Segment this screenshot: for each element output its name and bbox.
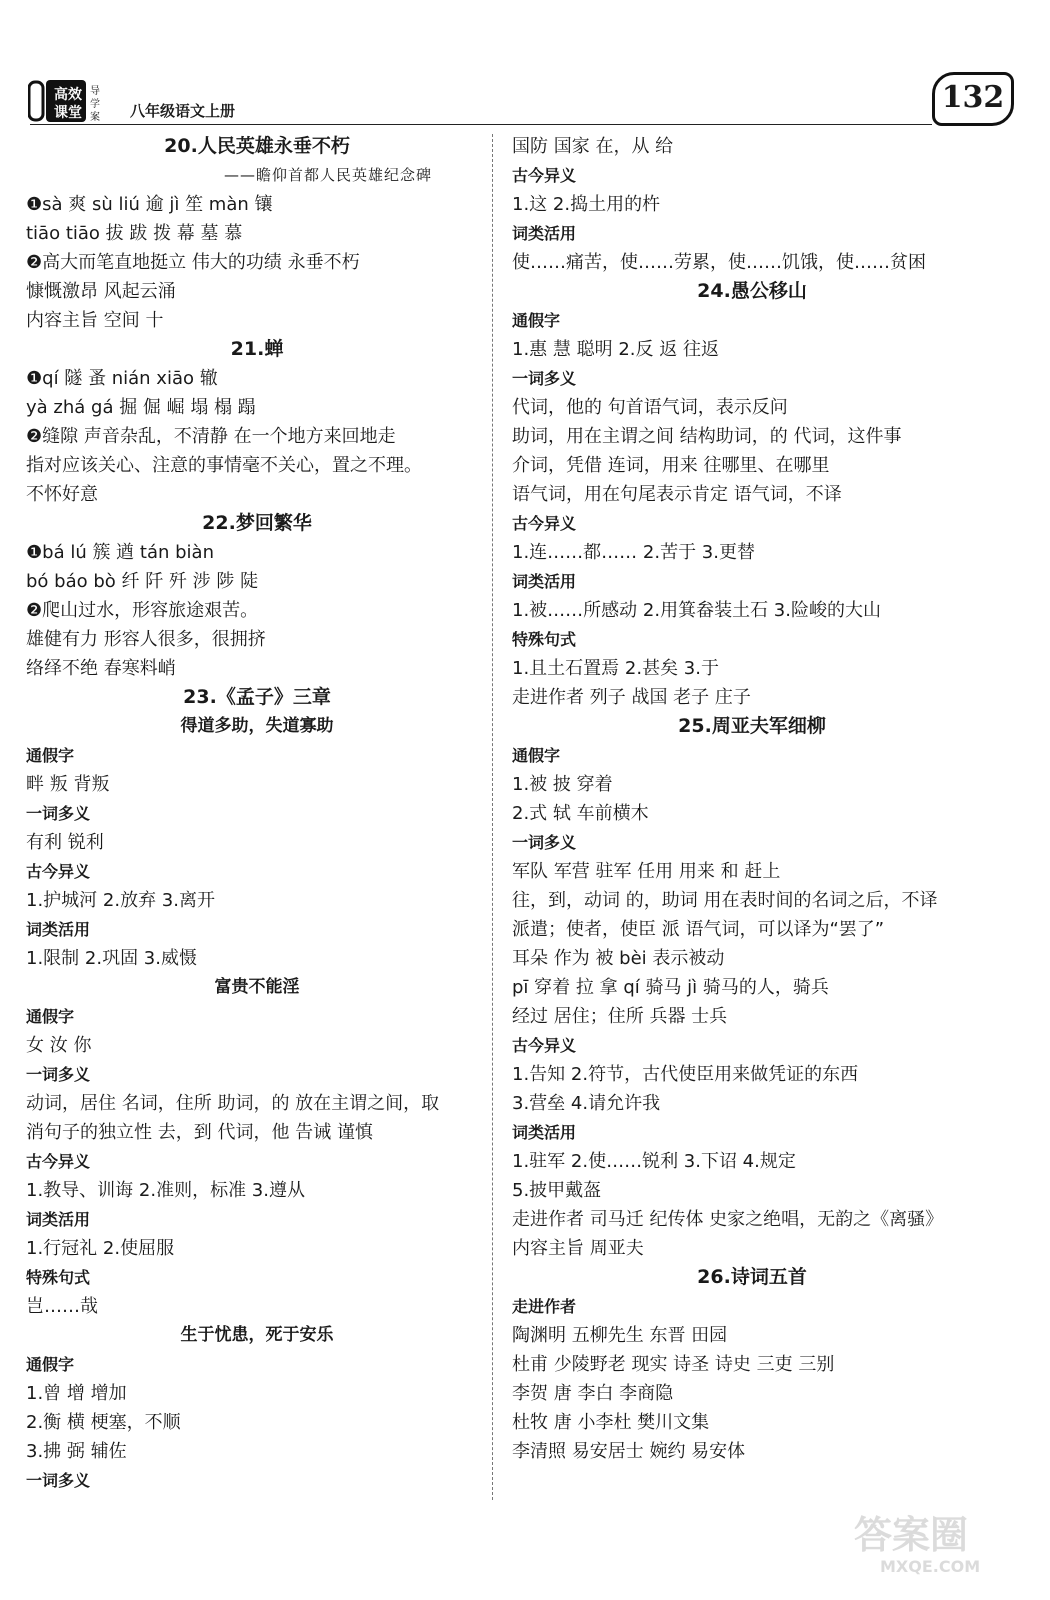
text-line: 有利 锐利 bbox=[26, 832, 104, 853]
section-title: 25.周亚夫军细柳 bbox=[678, 715, 826, 737]
text-line: 1.连……都…… 2.苦于 3.更替 bbox=[512, 542, 755, 563]
section-title: 富贵不能淫 bbox=[214, 977, 300, 997]
page-number: 132 bbox=[932, 72, 1014, 126]
text-line: yà zhá gá 掘 倔 崛 塌 榻 蹋 bbox=[26, 397, 256, 418]
section-label: 词类活用 bbox=[26, 920, 91, 939]
text-line: ❶sà 爽 sù liú 逾 jì 笙 màn 镶 bbox=[26, 194, 273, 215]
text-line: ❷高大而笔直地挺立 伟大的功绩 永垂不朽 bbox=[26, 252, 360, 273]
text-line: 2.式 轼 车前横木 bbox=[512, 803, 649, 824]
text-line: 国防 国家 在，从 给 bbox=[512, 136, 674, 157]
watermark-text: 答案圈 bbox=[854, 1513, 969, 1557]
text-line: 走进作者 列子 战国 老子 庄子 bbox=[512, 687, 751, 708]
text-line: bó báo bò 纤 阡 歼 涉 陟 陡 bbox=[26, 571, 259, 592]
text-line: 1.惠 慧 聪明 2.反 返 往返 bbox=[512, 339, 719, 360]
right-column bbox=[512, 132, 992, 1466]
svg-text:导: 导 bbox=[90, 86, 100, 97]
page-header bbox=[22, 72, 1032, 132]
text-line: 语气词，用在句尾表示肯定 语气词，不译 bbox=[512, 484, 842, 505]
text-line: 助词，用在主谓之间 结构助词，的 代词，这件事 bbox=[512, 426, 902, 447]
text-line: 代词，他的 句首语气词，表示反问 bbox=[512, 397, 788, 418]
text-line: ❷缝隙 声音杂乱，不清静 在一个地方来回地走 bbox=[26, 426, 396, 447]
header-rule bbox=[30, 124, 932, 125]
section-title: 23.《孟子》三章 bbox=[183, 686, 331, 708]
section-label: 古今异义 bbox=[512, 166, 577, 185]
text-line: 1.曾 增 增加 bbox=[26, 1383, 127, 1404]
svg-text:学: 学 bbox=[90, 99, 100, 110]
text-line: 杜甫 少陵野老 现实 诗圣 诗史 三吏 三别 bbox=[512, 1354, 835, 1375]
text-line: 1.行冠礼 2.使屈服 bbox=[26, 1238, 175, 1259]
text-line: 畔 叛 背叛 bbox=[26, 774, 110, 795]
text-line: 耳朵 作为 被 bèi 表示被动 bbox=[512, 948, 725, 969]
text-line: 李贺 唐 李白 李商隐 bbox=[512, 1383, 674, 1404]
text-line: 使……痛苦，使……劳累，使……饥饿，使……贫困 bbox=[512, 252, 926, 273]
text-line: 指对应该关心、注意的事情毫不关心，置之不理。 bbox=[26, 455, 422, 476]
section-label: 词类活用 bbox=[512, 572, 577, 591]
text-line: 1.被 披 穿着 bbox=[512, 774, 613, 795]
section-label: 走进作者 bbox=[512, 1297, 577, 1316]
svg-text:案: 案 bbox=[90, 112, 100, 123]
text-line: 内容主旨 周亚夫 bbox=[512, 1238, 644, 1259]
text-line: 经过 居住；住所 兵器 士兵 bbox=[512, 1006, 728, 1027]
section-label: 一词多义 bbox=[512, 369, 577, 388]
column-divider bbox=[492, 134, 493, 1500]
text-line: 1.被……所感动 2.用箕畚装土石 3.险峻的大山 bbox=[512, 600, 881, 621]
section-label: 古今异义 bbox=[512, 514, 577, 533]
section-label: 一词多义 bbox=[512, 833, 577, 852]
section-title: 得道多助，失道寡助 bbox=[180, 716, 334, 736]
text-line: ❷爬山过水，形容旅途艰苦。 bbox=[26, 600, 259, 621]
section-label: 词类活用 bbox=[512, 224, 577, 243]
section-title: 24.愚公移山 bbox=[697, 280, 807, 302]
section-label: 一词多义 bbox=[26, 1065, 91, 1084]
text-line: 1.驻军 2.使……锐利 3.下诏 4.规定 bbox=[512, 1151, 796, 1172]
section-title: 21.蝉 bbox=[230, 338, 284, 360]
section-label: 特殊句式 bbox=[512, 630, 577, 649]
text-line: tiāo tiāo 拔 跋 拨 幕 墓 慕 bbox=[26, 223, 243, 244]
text-line: 1.教导、训诲 2.准则，标准 3.遵从 bbox=[26, 1180, 305, 1201]
text-line: 岂……哉 bbox=[26, 1296, 98, 1317]
text-line: 1.且土石置焉 2.甚矣 3.于 bbox=[512, 658, 719, 679]
text-line: pī 穿着 拉 拿 qí 骑马 jì 骑马的人，骑兵 bbox=[512, 977, 829, 998]
section-label: 古今异义 bbox=[512, 1036, 577, 1055]
text-line: 络绎不绝 春寒料峭 bbox=[26, 658, 176, 679]
text-line: 陶渊明 五柳先生 东晋 田园 bbox=[512, 1325, 728, 1346]
section-label: 词类活用 bbox=[26, 1210, 91, 1229]
section-label: 词类活用 bbox=[512, 1123, 577, 1142]
svg-text:堂: 堂 bbox=[68, 105, 82, 121]
text-line: 1.这 2.捣土用的杵 bbox=[512, 194, 661, 215]
text-line: 内容主旨 空间 十 bbox=[26, 310, 164, 331]
section-label: 古今异义 bbox=[26, 1152, 91, 1171]
section-title: 20.人民英雄永垂不朽 bbox=[164, 135, 350, 157]
section-title: 22.梦回繁华 bbox=[202, 512, 312, 534]
logo-icon bbox=[28, 78, 122, 124]
text-line: 动词，居住 名词，住所 助词，的 放在主谓之间，取 bbox=[26, 1093, 440, 1114]
section-label: 通假字 bbox=[512, 746, 561, 765]
text-line: 派遣；使者，使臣 派 语气词，可以译为“罢了” bbox=[512, 919, 885, 940]
section-label: 一词多义 bbox=[26, 1471, 91, 1490]
text-line: 雄健有力 形容人很多，很拥挤 bbox=[26, 629, 266, 650]
text-line: 不怀好意 bbox=[26, 484, 98, 505]
text-line: 介词，凭借 连词，用来 往哪里、在哪里 bbox=[512, 455, 830, 476]
section-label: 特殊句式 bbox=[26, 1268, 91, 1287]
text-line: ❶qí 隧 蚤 nián xiāo 辙 bbox=[26, 368, 218, 389]
text-line: 慷慨激昂 风起云涌 bbox=[26, 281, 176, 302]
text-line: ❶bá lú 簇 遒 tán biàn bbox=[26, 542, 214, 563]
text-line: 3.拂 弼 辅佐 bbox=[26, 1441, 127, 1462]
section-title: 生于忧患，死于安乐 bbox=[180, 1325, 334, 1345]
section-label: 通假字 bbox=[512, 311, 561, 330]
text-line: 往，到，动词 的，助词 用在表时间的名词之后，不译 bbox=[512, 890, 938, 911]
text-line: 1.护城河 2.放弃 3.离开 bbox=[26, 890, 215, 911]
text-line: 3.营垒 4.请允许我 bbox=[512, 1093, 661, 1114]
svg-text:课: 课 bbox=[54, 105, 68, 121]
section-title: 26.诗词五首 bbox=[697, 1266, 807, 1288]
section-label: 古今异义 bbox=[26, 862, 91, 881]
section-label: 通假字 bbox=[26, 1007, 75, 1026]
watermark bbox=[850, 1508, 1028, 1578]
text-line: 5.披甲戴盔 bbox=[512, 1180, 602, 1201]
section-label: 通假字 bbox=[26, 746, 75, 765]
section-label: 通假字 bbox=[26, 1355, 75, 1374]
text-line: 李清照 易安居士 婉约 易安体 bbox=[512, 1441, 746, 1462]
text-line: 消句子的独立性 去，到 代词，他 告诫 谨慎 bbox=[26, 1122, 373, 1143]
left-column bbox=[26, 132, 488, 1495]
section-label: 一词多义 bbox=[26, 804, 91, 823]
text-line: 军队 军营 驻军 任用 用来 和 赶上 bbox=[512, 861, 781, 882]
text-line: 女 汝 你 bbox=[26, 1035, 92, 1056]
svg-text:高: 高 bbox=[54, 87, 68, 103]
section-title: ——瞻仰首都人民英雄纪念碑 bbox=[223, 166, 432, 184]
book-title: 八年级语文上册 bbox=[130, 102, 236, 120]
text-line: 走进作者 司马迁 纪传体 史家之绝唱，无韵之《离骚》 bbox=[512, 1209, 944, 1230]
text-line: 1.限制 2.巩固 3.威慑 bbox=[26, 948, 197, 969]
svg-text:效: 效 bbox=[68, 87, 82, 103]
watermark-sub: MXQE.COM bbox=[880, 1557, 981, 1576]
text-line: 1.告知 2.符节，古代使臣用来做凭证的东西 bbox=[512, 1064, 859, 1085]
text-line: 杜牧 唐 小李杜 樊川文集 bbox=[512, 1412, 710, 1433]
text-line: 2.衡 横 梗塞，不顺 bbox=[26, 1412, 181, 1433]
